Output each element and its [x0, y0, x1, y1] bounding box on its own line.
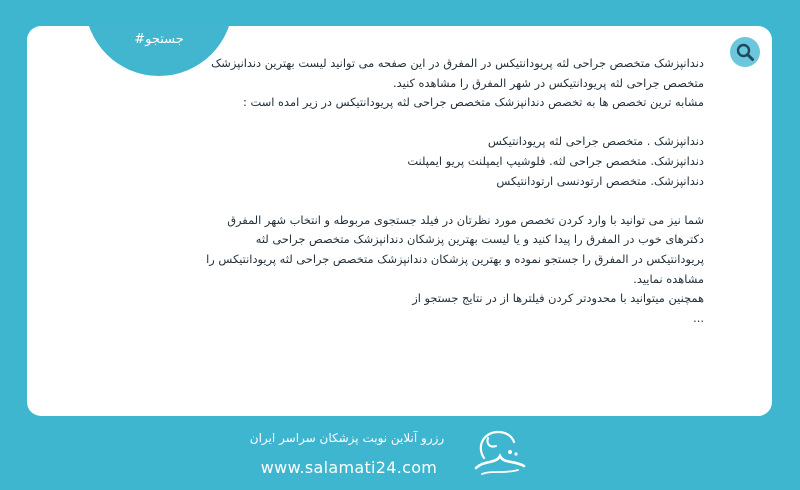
- footer-tagline: رزرو آنلاین نوبت پزشکان سراسر ایران: [249, 431, 445, 445]
- intro-paragraph: دندانپزشک متخصص جراحی لثه پریودانتیکس در المفرق در این صفحه می توانید لیست بهترین دندانپزشک متخصص جراحی لثه پریودانتیکس در شهر المفرق را مشاهده کنید.: [211, 56, 704, 90]
- search-button[interactable]: [730, 37, 760, 67]
- footer-url-link[interactable]: www.salamati24.com: [260, 458, 438, 477]
- similar-intro-paragraph: مشابه ترین تخصص ها به تخصص دندانپزشک متخصص جراحی لثه پریودانتیکس در زیر امده است :: [243, 95, 704, 110]
- search-icon: [735, 42, 755, 62]
- similar-specialty-item[interactable]: دندانپزشک. متخصص جراحی لثه. فلوشیپ ایمپلنت پریو ایمپلنت: [407, 153, 704, 168]
- similar-specialty-item[interactable]: دندانپزشک . متخصص جراحی لثه پریودانتیکس: [487, 134, 704, 149]
- outro-extra-line: همچنین میتوانید با محدودتر کردن فیلترها از در نتایج جستجو از: [412, 291, 704, 306]
- description-text: [197, 54, 704, 328]
- outro-paragraph: شما نیز می توانید با وارد کردن تخصص مورد نظرتان در فیلد جستجوی مربوطه و انتخاب شهر المفرق دکترهای خوب در المفرق را پیدا کنید و یا لیست بهترین پزشکان دندانپزشک متخصص جراحی لثه پریودانتیکس در المفرق را جستجو نموده و بهترین پزشکان دندانپزشک متخصص جراحی لثه پریودانتیکس را مشاهده نمایید.: [206, 212, 704, 286]
- ellipsis-text: ...: [693, 310, 704, 325]
- hashtag-search-label: #جستجو: [134, 32, 184, 47]
- salamati-logo-icon: [470, 424, 528, 480]
- similar-specialty-item[interactable]: دندانپزشک. متخصص ارتودنسی ارتودانتیکس: [496, 173, 704, 188]
- content-card: [27, 26, 772, 416]
